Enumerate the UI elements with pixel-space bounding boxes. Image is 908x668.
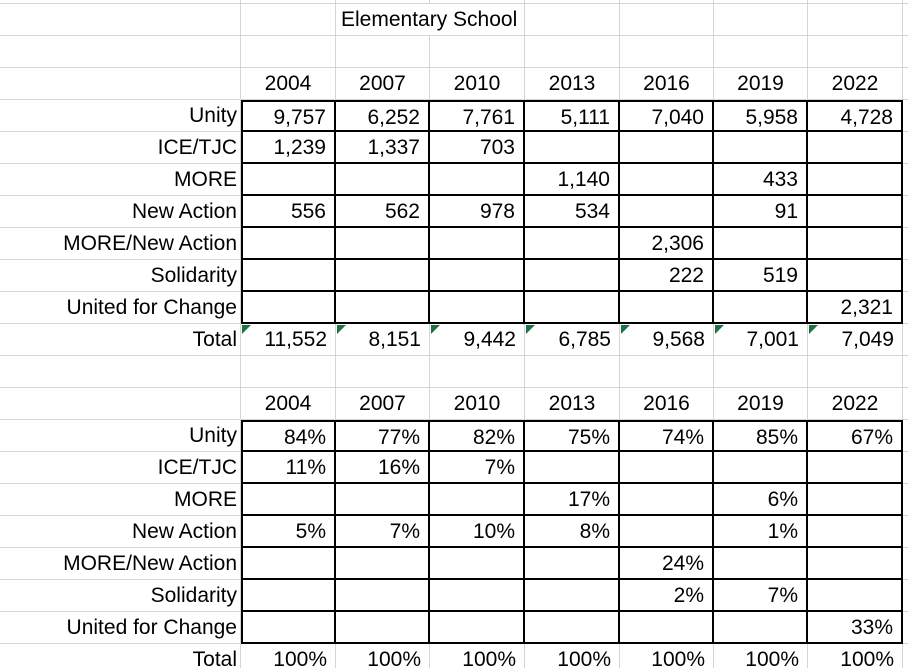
total-value-cell[interactable] [241, 644, 336, 668]
value-cell[interactable] [525, 612, 620, 644]
value-cell[interactable] [241, 228, 336, 260]
total-value: 100% [273, 648, 327, 668]
total-value: 100% [462, 648, 516, 668]
blank-row-cell[interactable] [0, 36, 241, 68]
partial-cell [903, 420, 908, 452]
partial-cell [903, 388, 908, 420]
blank-row-cell[interactable] [808, 36, 903, 68]
blank-row-cell[interactable] [430, 36, 525, 68]
empty-cell[interactable] [620, 4, 714, 36]
title-row-label-cell[interactable] [0, 4, 241, 36]
total-value: 6,785 [558, 328, 611, 351]
blank-row-cell[interactable] [336, 36, 430, 68]
row-label-cell[interactable]: MORE/New Action [0, 548, 241, 580]
total-value-cell[interactable] [808, 644, 903, 668]
blank-row-cell[interactable] [241, 36, 336, 68]
value-cell[interactable] [620, 484, 714, 516]
partial-cell [903, 452, 908, 484]
partial-cell [903, 132, 908, 164]
header-row-label-cell[interactable] [0, 388, 241, 420]
total-value-cell[interactable] [430, 644, 525, 668]
value-cell[interactable]: 7,761 [430, 100, 525, 132]
year-header-cell[interactable]: 2010 [430, 388, 525, 420]
value-cell[interactable]: 6% [714, 484, 808, 516]
value-cell[interactable] [808, 164, 903, 196]
value-cell[interactable]: 74% [620, 420, 714, 452]
value-cell[interactable]: 556 [241, 196, 336, 228]
year-header-cell[interactable]: 2013 [525, 388, 620, 420]
year-header-cell[interactable]: 2016 [620, 388, 714, 420]
partial-cell [903, 164, 908, 196]
value-cell[interactable]: 5,958 [714, 100, 808, 132]
value-cell[interactable] [430, 164, 525, 196]
total-value: 9,568 [652, 328, 705, 351]
value-cell[interactable] [525, 452, 620, 484]
value-cell[interactable] [241, 548, 336, 580]
partial-cell [903, 292, 908, 324]
value-cell[interactable] [241, 484, 336, 516]
value-cell[interactable] [714, 452, 808, 484]
year-header-cell[interactable]: 2007 [336, 68, 430, 100]
row-label-cell[interactable]: Solidarity [0, 260, 241, 292]
value-cell[interactable]: 6,252 [336, 100, 430, 132]
value-cell[interactable] [525, 548, 620, 580]
blank-row-cell[interactable] [714, 356, 808, 388]
value-cell[interactable] [714, 548, 808, 580]
partial-cell [903, 644, 908, 668]
value-cell[interactable]: 433 [714, 164, 808, 196]
value-cell[interactable] [241, 612, 336, 644]
blank-row-cell[interactable] [620, 36, 714, 68]
blank-row-cell[interactable] [336, 356, 430, 388]
year-header-cell[interactable]: 2010 [430, 68, 525, 100]
value-cell[interactable] [336, 164, 430, 196]
header-row-label-cell[interactable] [0, 68, 241, 100]
row-label-cell[interactable]: United for Change [0, 612, 241, 644]
value-cell[interactable]: 16% [336, 452, 430, 484]
value-cell[interactable] [808, 484, 903, 516]
value-cell[interactable]: 2,321 [808, 292, 903, 324]
value-cell[interactable] [336, 484, 430, 516]
blank-row-cell [903, 36, 908, 68]
value-cell[interactable]: 11% [241, 452, 336, 484]
value-cell[interactable]: 75% [525, 420, 620, 452]
blank-row-cell [903, 356, 908, 388]
error-flag-icon [242, 325, 251, 334]
total-value-cell[interactable] [808, 324, 903, 356]
value-cell[interactable]: 82% [430, 420, 525, 452]
value-cell[interactable]: 703 [430, 132, 525, 164]
value-cell[interactable] [714, 132, 808, 164]
value-cell[interactable]: 1,140 [525, 164, 620, 196]
value-cell[interactable] [336, 228, 430, 260]
row-label-cell[interactable]: Unity [0, 100, 241, 132]
value-cell[interactable] [336, 548, 430, 580]
value-cell[interactable] [808, 260, 903, 292]
error-flag-icon [337, 325, 346, 334]
value-cell[interactable]: 1,337 [336, 132, 430, 164]
total-value-cell[interactable] [620, 644, 714, 668]
error-flag-icon [621, 325, 630, 334]
value-cell[interactable]: 10% [430, 516, 525, 548]
total-value-cell[interactable] [241, 324, 336, 356]
value-cell[interactable]: 534 [525, 196, 620, 228]
partial-cell [903, 196, 908, 228]
value-cell[interactable]: 1,239 [241, 132, 336, 164]
value-cell[interactable]: 5% [241, 516, 336, 548]
value-cell[interactable] [430, 548, 525, 580]
value-cell[interactable]: 1% [714, 516, 808, 548]
total-value: 100% [367, 648, 421, 668]
total-value: 100% [651, 648, 705, 668]
value-cell[interactable] [714, 228, 808, 260]
row-label-cell[interactable]: MORE [0, 164, 241, 196]
value-cell[interactable] [620, 164, 714, 196]
value-cell[interactable] [714, 292, 808, 324]
value-cell[interactable]: 7% [714, 580, 808, 612]
year-header-cell[interactable]: 2013 [525, 68, 620, 100]
value-cell[interactable]: 2,306 [620, 228, 714, 260]
value-cell[interactable]: 5,111 [525, 100, 620, 132]
year-header-cell[interactable]: 2004 [241, 388, 336, 420]
value-cell[interactable]: 519 [714, 260, 808, 292]
error-flag-icon [715, 325, 724, 334]
total-label-cell[interactable]: Total [0, 644, 241, 668]
value-cell[interactable] [430, 292, 525, 324]
value-cell[interactable] [430, 228, 525, 260]
value-cell[interactable] [808, 452, 903, 484]
partial-cell [903, 324, 908, 356]
empty-cell[interactable] [525, 4, 620, 36]
total-value-cell[interactable] [336, 644, 430, 668]
total-value: 8,151 [368, 328, 421, 351]
partial-cell [903, 260, 908, 292]
total-value-cell[interactable] [336, 324, 430, 356]
total-value: 9,442 [463, 328, 516, 351]
value-cell[interactable]: 77% [336, 420, 430, 452]
value-cell[interactable]: 978 [430, 196, 525, 228]
partial-cell [903, 228, 908, 260]
row-label-cell[interactable]: New Action [0, 516, 241, 548]
value-cell[interactable]: 2% [620, 580, 714, 612]
total-value-cell[interactable] [525, 644, 620, 668]
value-cell[interactable] [714, 612, 808, 644]
value-cell[interactable] [336, 612, 430, 644]
value-cell[interactable] [430, 612, 525, 644]
value-cell[interactable]: 91 [714, 196, 808, 228]
value-cell[interactable] [430, 484, 525, 516]
sheet-title-cell[interactable]: Elementary School [336, 4, 525, 36]
total-value: 100% [557, 648, 611, 668]
total-value: 100% [840, 648, 894, 668]
partial-cell [903, 4, 908, 36]
total-label-cell[interactable]: Total [0, 324, 241, 356]
value-cell[interactable] [430, 580, 525, 612]
year-header-cell[interactable]: 2007 [336, 388, 430, 420]
value-cell[interactable] [808, 548, 903, 580]
value-cell[interactable] [620, 196, 714, 228]
value-cell[interactable] [525, 260, 620, 292]
error-flag-icon [431, 325, 440, 334]
partial-cell [903, 612, 908, 644]
row-label-cell[interactable]: MORE [0, 484, 241, 516]
value-cell[interactable] [808, 516, 903, 548]
partial-cell [903, 516, 908, 548]
value-cell[interactable]: 7,040 [620, 100, 714, 132]
empty-cell[interactable] [808, 4, 903, 36]
value-cell[interactable] [336, 260, 430, 292]
value-cell[interactable] [620, 612, 714, 644]
row-label-cell[interactable]: Solidarity [0, 580, 241, 612]
total-value-cell[interactable] [714, 644, 808, 668]
blank-row-cell[interactable] [241, 356, 336, 388]
partial-cell [903, 68, 908, 100]
value-cell[interactable] [808, 196, 903, 228]
value-cell[interactable] [241, 260, 336, 292]
year-header-cell[interactable]: 2016 [620, 68, 714, 100]
empty-cell[interactable] [714, 4, 808, 36]
year-header-cell[interactable]: 2019 [714, 388, 808, 420]
value-cell[interactable] [525, 132, 620, 164]
row-label-cell[interactable]: MORE/New Action [0, 228, 241, 260]
row-label-cell[interactable]: ICE/TJC [0, 132, 241, 164]
value-cell[interactable] [620, 292, 714, 324]
error-flag-icon [526, 325, 535, 334]
value-cell[interactable]: 222 [620, 260, 714, 292]
value-cell[interactable] [808, 228, 903, 260]
error-flag-icon [809, 325, 818, 334]
value-cell[interactable]: 7% [430, 452, 525, 484]
value-cell[interactable] [430, 260, 525, 292]
value-cell[interactable]: 85% [714, 420, 808, 452]
value-cell[interactable] [525, 580, 620, 612]
value-cell[interactable] [620, 452, 714, 484]
row-label-cell[interactable]: United for Change [0, 292, 241, 324]
total-value-cell[interactable] [620, 324, 714, 356]
total-value: 7,001 [746, 328, 799, 351]
value-cell[interactable] [808, 580, 903, 612]
blank-row-cell[interactable] [525, 356, 620, 388]
year-header-cell[interactable]: 2022 [808, 388, 903, 420]
year-header-cell[interactable]: 2004 [241, 68, 336, 100]
total-value-cell[interactable] [430, 324, 525, 356]
value-cell[interactable] [336, 580, 430, 612]
value-cell[interactable]: 84% [241, 420, 336, 452]
year-header-cell[interactable]: 2019 [714, 68, 808, 100]
value-cell[interactable] [620, 132, 714, 164]
value-cell[interactable]: 33% [808, 612, 903, 644]
value-cell[interactable] [241, 164, 336, 196]
value-cell[interactable] [620, 516, 714, 548]
empty-cell[interactable] [241, 4, 336, 36]
total-value: 11,552 [264, 328, 327, 351]
partial-cell [903, 548, 908, 580]
value-cell[interactable] [525, 292, 620, 324]
value-cell[interactable]: 562 [336, 196, 430, 228]
value-cell[interactable] [525, 228, 620, 260]
partial-cell [903, 100, 908, 132]
blank-row-cell[interactable] [0, 356, 241, 388]
blank-row-cell[interactable] [430, 356, 525, 388]
value-cell[interactable] [241, 292, 336, 324]
value-cell[interactable]: 4,728 [808, 100, 903, 132]
row-label-cell[interactable]: ICE/TJC [0, 452, 241, 484]
value-cell[interactable]: 8% [525, 516, 620, 548]
value-cell[interactable]: 24% [620, 548, 714, 580]
value-cell[interactable]: 17% [525, 484, 620, 516]
row-label-cell[interactable]: Unity [0, 420, 241, 452]
value-cell[interactable] [808, 132, 903, 164]
total-value: 7,049 [841, 328, 894, 351]
value-cell[interactable] [241, 580, 336, 612]
blank-row-cell[interactable] [808, 356, 903, 388]
blank-row-cell[interactable] [525, 36, 620, 68]
value-cell[interactable] [336, 292, 430, 324]
value-cell[interactable]: 9,757 [241, 100, 336, 132]
year-header-cell[interactable]: 2022 [808, 68, 903, 100]
total-value-cell[interactable] [525, 324, 620, 356]
partial-cell [903, 484, 908, 516]
blank-row-cell[interactable] [714, 36, 808, 68]
value-cell[interactable]: 7% [336, 516, 430, 548]
blank-row-cell[interactable] [620, 356, 714, 388]
partial-cell [903, 580, 908, 612]
total-value: 100% [745, 648, 799, 668]
row-label-cell[interactable]: New Action [0, 196, 241, 228]
total-value-cell[interactable] [714, 324, 808, 356]
value-cell[interactable]: 67% [808, 420, 903, 452]
